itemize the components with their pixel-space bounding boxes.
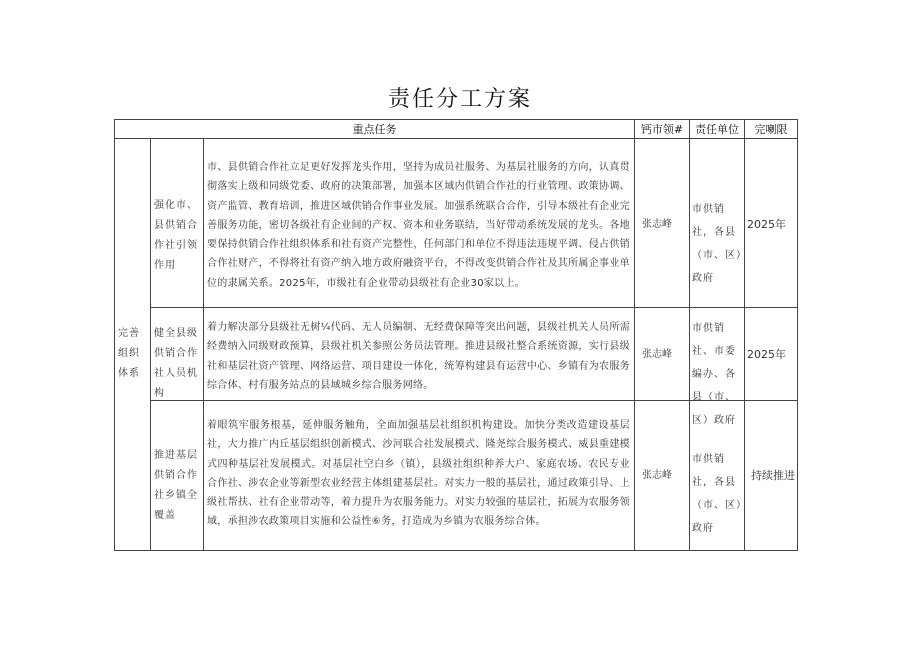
table-rule-group: [150, 138, 151, 551]
row2-lead: 张志峰: [642, 349, 672, 360]
table-rule-row1: [150, 307, 798, 308]
table-rule-top: [114, 119, 798, 120]
row3-lead: 张志峰: [642, 470, 672, 481]
table-rule-unit: [744, 119, 745, 551]
row1-subtask: 强化市、县供销合作社引领作用: [154, 200, 198, 271]
row1-lead: 张志峰: [642, 219, 672, 230]
group-label: 完善组织体系: [118, 328, 140, 379]
table-rule-subtask: [203, 138, 204, 551]
row2-subtask: 健全县级供销合作社人员机构: [154, 328, 198, 399]
table-rule-content: [634, 119, 635, 551]
row2-content: 着力解决部分县级社无树¼代码、无人员编制、无经费保障等突出问题，县级社机关人员所需经费纳入同级财政预算，县级社机关参照公务员法管理。推进县级社整合系统资源，实行县级社和基层社资产管理、网络运营、项目建设一体化，统筹构建县有运营中心、乡镇有为农服务综合体、村有服务站点的县域城乡综合服务网络。: [207, 322, 630, 391]
page-title: 责任分工方案: [387, 87, 532, 112]
row3-content: 着眼筑牢服务根基，延伸服务触角，全面加强基层社组织机构建设。加快分类改造建设基层社，大力推广内丘基层组织创新模式、沙河联合社发展模式、隆尧综合服务模式、威县重建模式四种基层社发展模式。对基层社空白乡（镇），县级社组织种养大户、家庭农场、农民专业合作社、涉农企业等新型农业经营主体组建基层社。对实力一般的基层社，通过政策引导、上级社帮扶、社有企业带动等，着力提升为农服务能力。对实力较强的基层社，拓展为农服务领域，承担涉农政策项目实施和公益性⑥务，打造成为乡镇为农服务综合体。: [207, 420, 630, 528]
row1-unit: 市供销社，各县（市、区）政府: [692, 204, 742, 284]
row3-unit: 市供销社，各县（市、区）政府: [692, 454, 742, 534]
table-rule-bottom: [114, 550, 798, 551]
table-rule-lead: [689, 119, 690, 551]
row3-subtask: 推进基层供销合作社乡镇全覆盖: [154, 450, 198, 521]
row3-deadline: 持续推进: [751, 469, 795, 482]
row2-deadline: 2025年: [747, 348, 786, 361]
row2-unit: 市供销社、市委编办、各县（市、区）政府: [692, 323, 736, 426]
header-key-task: 重点任务: [352, 123, 397, 136]
row1-deadline: 2025年: [747, 218, 786, 231]
row1-content: 市、县供销合作社立足更好发挥龙头作用，坚持为成员社服务、为基层社服务的方向，认真贯彻落实上级和同级党委、政府的决策部署，加强本区域内供销合作社的行业管理、政策协调、资产监管、教育培训，推进区域供销合作事业发展。加强系统联合合作，引导本级社有企业完善服务功能，密切各级社有企业间的产权、资本和业务联结，当好带动系统发展的龙头。各地要保持供销合作社组织体系和社有资产完整性，任何部门和单位不得违法违规平调、侵占供销合作社财产，不得将社有资产纳入地方政府融资平台，不得改变供销合作社及其所属企事业单位的隶属关系。2025年，市级社有企业带动县级社有企业30家以上。: [207, 162, 630, 289]
table-rule-header: [114, 138, 798, 139]
table-rule-left: [114, 119, 115, 551]
header-lead: 钙市领#: [640, 123, 684, 136]
header-deadline: 完喇限: [754, 123, 788, 136]
header-unit: 责任单位: [695, 123, 739, 136]
table-rule-right: [797, 119, 798, 551]
